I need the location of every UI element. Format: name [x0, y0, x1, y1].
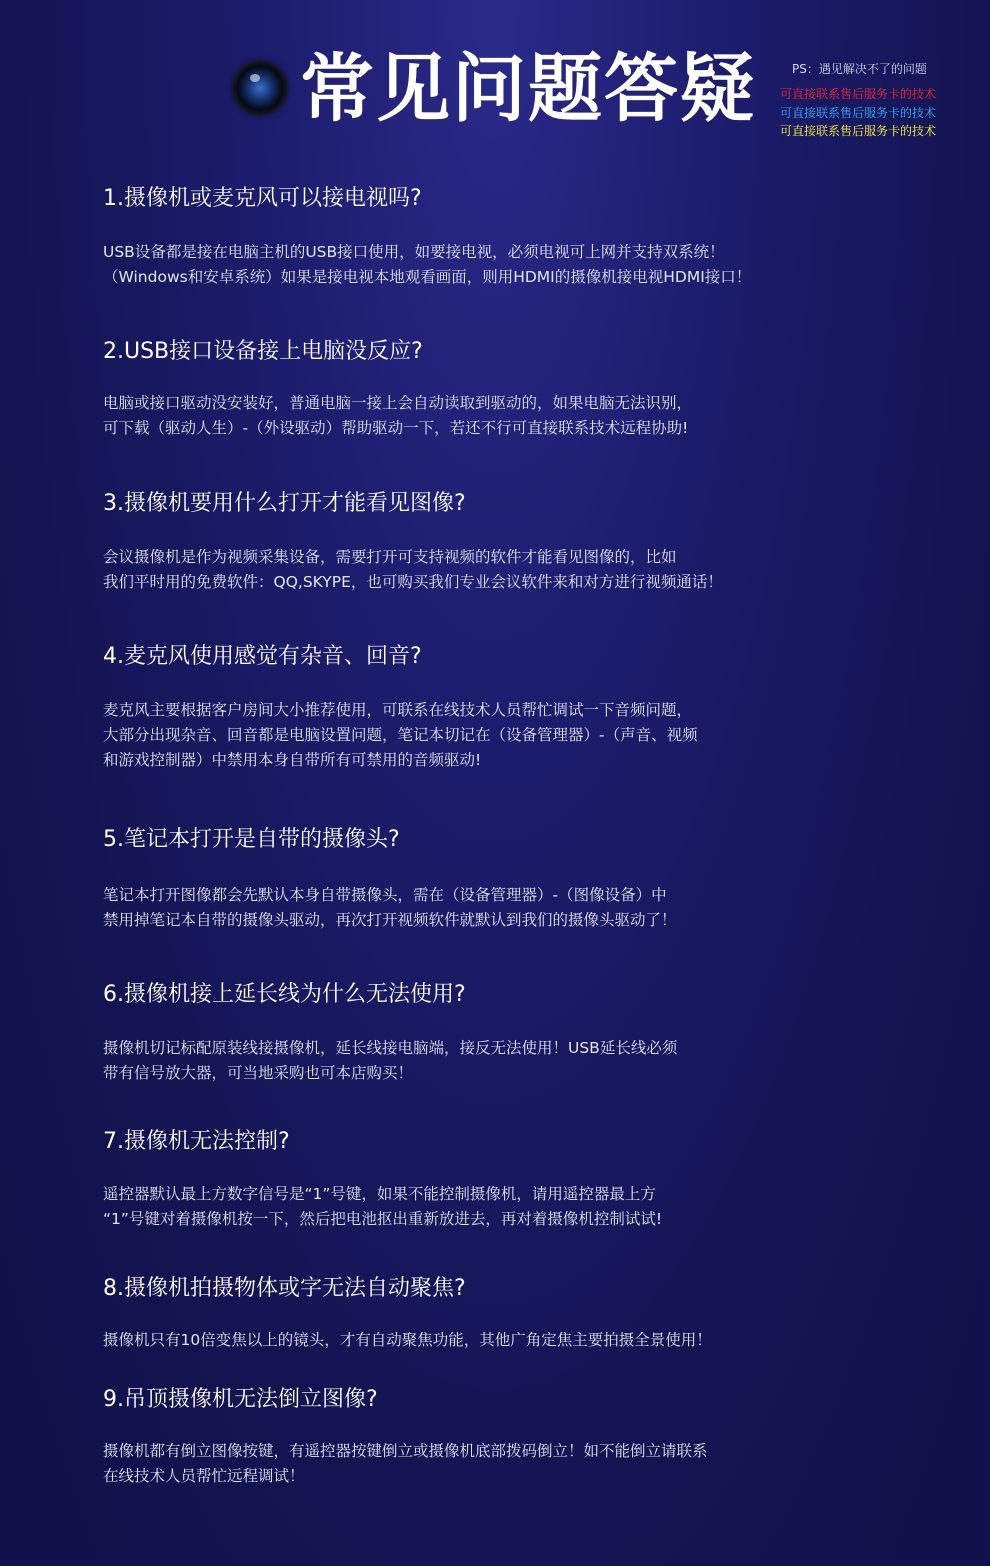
faq-answer: USB设备都是接在电脑主机的USB接口使用，如要接电视，必须电视可上网并支持双系统！ （Windows和安卓系统）如果是接电视本地观看画面，则用HDMI的摄像机接电视HDMI接口！: [103, 243, 752, 286]
faq-item: [103, 642, 903, 773]
faq-question: 9.吊顶摄像机无法倒立图像?: [103, 1387, 378, 1412]
faq-item: [103, 980, 903, 1086]
faq-item: [103, 184, 903, 290]
faq-answer: 摄像机切记标配原装线接摄像机，延长线接电脑端，接反无法使用！USB延长线必须 带有信号放大器，可当地采购也可本店购买！: [103, 1039, 678, 1082]
faq-question: 7.摄像机无法控制?: [103, 1129, 290, 1154]
faq-question: 1.摄像机或麦克风可以接电视吗?: [103, 186, 422, 211]
faq-item: [103, 1274, 903, 1353]
ps-note: PS：遇见解决不了的问题: [792, 62, 927, 76]
contact-line-yellow: 可直接联系售后服务卡的技术: [780, 124, 937, 138]
faq-question: 5.笔记本打开是自带的摄像头?: [103, 827, 400, 852]
page-title: 常见问题答疑: [300, 46, 756, 132]
faq-item: [103, 489, 903, 595]
faq-answer: 麦克风主要根据客户房间大小推荐使用，可联系在线技术人员帮忙调试一下音频问题， 大部分出现杂音、回音都是电脑设置问题，笔记本切记在（设备管理器）-（声音、视频 和游戏控制器）中禁用本身自带所有可禁用的音频驱动!: [103, 701, 698, 769]
faq-answer: 摄像机都有倒立图像按键，有遥控器按键倒立或摄像机底部拨码倒立！如不能倒立请联系 在线技术人员帮忙远程调试！: [103, 1442, 708, 1485]
camera-lens-icon: [232, 60, 288, 116]
faq-answer: 电脑或接口驱动没安装好，普通电脑一接上会自动读取到驱动的，如果电脑无法识别， 可下载（驱动人生）-（外设驱动）帮助驱动一下，若还不行可直接联系技术远程协助!: [103, 394, 693, 437]
faq-question: 3.摄像机要用什么打开才能看见图像?: [103, 491, 466, 516]
contact-line-red: 可直接联系售后服务卡的技术: [780, 87, 937, 101]
faq-item: [103, 825, 903, 933]
faq-question: 6.摄像机接上延长线为什么无法使用?: [103, 982, 466, 1007]
faq-answer: 会议摄像机是作为视频采集设备，需要打开可支持视频的软件才能看见图像的，比如 我们平时用的免费软件：QQ,SKYPE，也可购买我们专业会议软件来和对方进行视频通话！: [103, 548, 723, 591]
faq-answer: 遥控器默认最上方数字信号是“1”号键，如果不能控制摄像机，请用遥控器最上方 “1”号键对着摄像机按一下，然后把电池抠出重新放进去，再对着摄像机控制试试!: [103, 1185, 663, 1228]
faq-question: 2.USB接口设备接上电脑没反应?: [103, 339, 423, 364]
faq-answer: 摄像机只有10倍变焦以上的镜头，才有自动聚焦功能，其他广角定焦主要拍摄全景使用！: [103, 1331, 712, 1349]
header: [0, 0, 990, 160]
faq-question: 4.麦克风使用感觉有杂音、回音?: [103, 644, 422, 669]
faq-answer: 笔记本打开图像都会先默认本身自带摄像头，需在（设备管理器）-（图像设备）中 禁用掉笔记本自带的摄像头驱动，再次打开视频软件就默认到我们的摄像头驱动了！: [103, 886, 677, 929]
faq-item: [103, 1385, 903, 1489]
faq-item: [103, 1127, 903, 1232]
faq-item: [103, 337, 903, 441]
contact-line-blue: 可直接联系售后服务卡的技术: [780, 106, 937, 120]
faq-question: 8.摄像机拍摄物体或字无法自动聚焦?: [103, 1276, 466, 1301]
